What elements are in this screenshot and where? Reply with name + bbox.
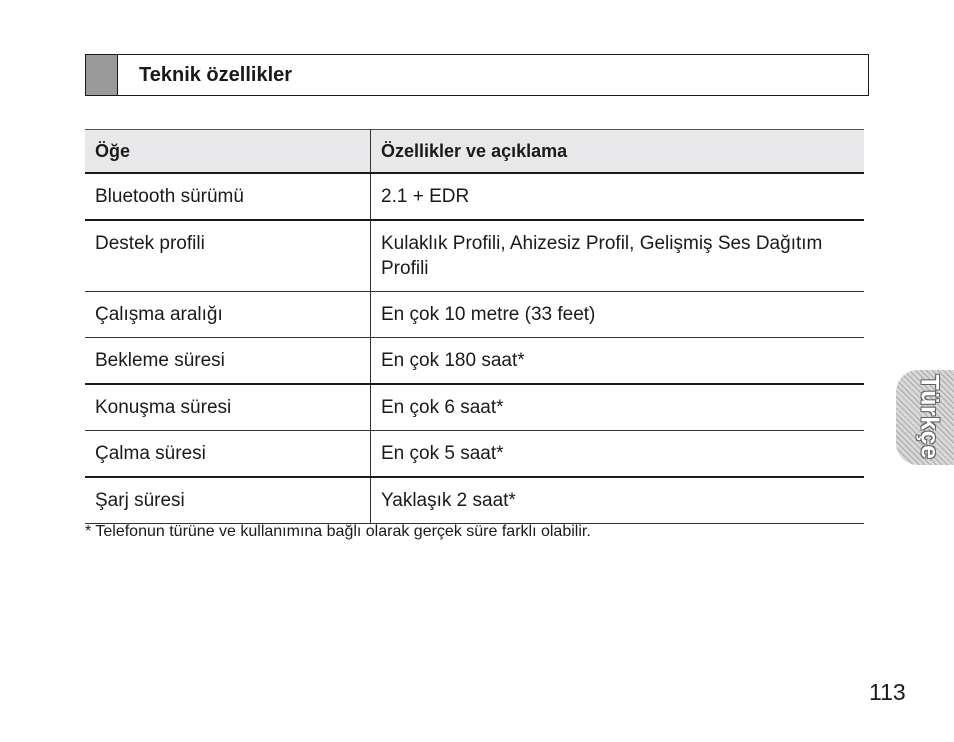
page-number: 113 xyxy=(869,679,906,705)
section-marker xyxy=(86,55,118,95)
row-spec: En çok 6 saat* xyxy=(371,384,865,431)
section-header xyxy=(85,54,869,96)
table-row xyxy=(85,338,864,385)
footnote: * Telefonun türüne ve kullanımına bağlı olarak gerçek süre farklı olabilir. xyxy=(85,523,591,540)
table-row xyxy=(85,292,864,338)
table-row xyxy=(85,220,864,292)
language-side-tab xyxy=(896,370,954,465)
table-row xyxy=(85,384,864,431)
row-item: Destek profili xyxy=(85,220,371,292)
row-spec: 2.1 + EDR xyxy=(371,173,865,220)
row-item: Çalışma aralığı xyxy=(85,292,371,338)
table-header-row xyxy=(85,130,864,174)
row-spec: Yaklaşık 2 saat* xyxy=(371,477,865,524)
row-spec: Kulaklık Profili, Ahizesiz Profil, Gelişmiş Ses Dağıtım Profili xyxy=(371,220,865,292)
spec-table xyxy=(85,129,864,524)
section-title: Teknik özellikler xyxy=(139,63,293,86)
language-tab-label: Türkçe xyxy=(915,374,944,460)
row-spec: En çok 180 saat* xyxy=(371,338,865,385)
column-header-spec: Özellikler ve açıklama xyxy=(371,130,865,174)
row-item: Şarj süresi xyxy=(85,477,371,524)
row-item: Çalma süresi xyxy=(85,431,371,478)
table-row xyxy=(85,173,864,220)
table-row xyxy=(85,431,864,478)
row-item: Konuşma süresi xyxy=(85,384,371,431)
table-row xyxy=(85,477,864,524)
row-item: Bluetooth sürümü xyxy=(85,173,371,220)
column-header-item: Öğe xyxy=(85,130,371,174)
row-spec: En çok 5 saat* xyxy=(371,431,865,478)
row-item: Bekleme süresi xyxy=(85,338,371,385)
row-spec: En çok 10 metre (33 feet) xyxy=(371,292,865,338)
